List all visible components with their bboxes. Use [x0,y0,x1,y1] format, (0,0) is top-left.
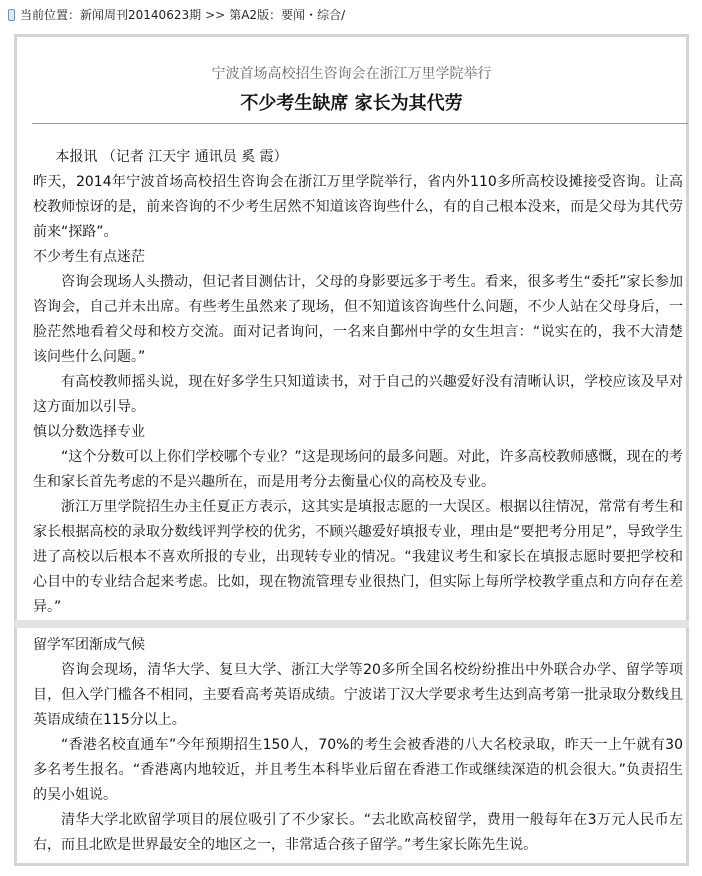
section-heading: 不少考生有点迷茫 [33,249,145,265]
section-heading: 慎以分数选择专业 [33,424,145,440]
breadcrumb [0,0,702,30]
breadcrumb-page-link[interactable]: 第A2版：要闻・综合/ [229,8,346,22]
breadcrumb-publication-link[interactable]: 新闻周刊20140623期 [80,8,202,22]
page-icon [8,9,15,21]
section-heading: 留学军团渐成气候 [33,637,145,653]
breadcrumb-text [20,0,345,30]
headline-rule [32,123,688,124]
breadcrumb-separator: >> [205,8,226,22]
article-headline: 不少考生缺席 家长为其代劳 [240,93,463,114]
article-subtitle: 宁波首场高校招生咨询会在浙江万里学院举行 [211,66,492,82]
paragraph: 浙江万里学院招生办主任夏正方表示，这其实是填报志愿的一大误区。根据以往情况，常常有考生和家长根据高校的录取分数线评判学校的优劣，不顾兴趣爱好填报专业，理由是“要把考分用足”，导致学生进了高校以后根本不喜欢所报的专业，出现转专业的情况。“我建议考生和家长在填报志愿时要把学校和心目中的专业结合起来考虑。比如，现在物流管理专业很热门，但实际上每所学校教学重点和方向存在差异。” [33,499,683,615]
paragraph: “香港名校直通车”今年预期招生150人，70%的考生会被香港的八大名校录取，昨天一上午就有30多名考生报名。“香港离内地较近，并且考生本科毕业后留在香港工作或继续深造的机会很大。”负责招生的吴小姐说。 [33,737,683,803]
paragraph-lead: 昨天，2014年宁波首场高校招生咨询会在浙江万里学院举行，省内外110多所高校设摊接受咨询。让高校教师惊讶的是，前来咨询的不少考生居然不知道该咨询些什么，有的自己根本没来，而是父母为其代劳前来“探路”。 [33,174,683,240]
paragraph: “这个分数可以上你们学校哪个专业？”这是现场问的最多问题。对此，许多高校教师感慨，现在的考生和家长首先考虑的不是兴趣所在，而是用考分去衡量心仪的高校及专业。 [33,449,683,490]
section-divider [14,620,689,628]
paragraph: 清华大学北欧留学项目的展位吸引了不少家长。“去北欧高校留学，费用一般每年在3万元人民币左右，而且北欧是世界最安全的地区之一，非常适合孩子留学。”考生家长陈先生说。 [33,812,683,853]
article-body-continued [33,633,683,858]
paragraph: 咨询会现场，清华大学、复旦大学、浙江大学等20多所全国名校纷纷推出中外联合办学、留学等项目，但入学门槛各不相同，主要看高考英语成绩。宁波诺丁汉大学要求考生达到高考第一批录取分数线且英语成绩在115分以上。 [33,662,683,728]
paragraph: 咨询会现场人头攒动，但记者目测估计，父母的身影要远多于考生。看来，很多考生“委托”家长参加咨询会，自己并未出席。有些考生虽然来了现场，但不知道该咨询些什么问题，不少人站在父母身后，一脸茫然地看着父母和校方交流。面对记者询问，一名来自鄞州中学的女生坦言：“说实在的，我不大清楚该问些什么问题。” [33,274,683,365]
article-byline: 本报讯 （记者 江天宇 通讯员 奚 霞） [55,149,288,165]
article-body [33,145,683,620]
paragraph: 有高校教师摇头说，现在好多学生只知道读书，对于自己的兴趣爱好没有清晰认识，学校应该及早对这方面加以引导。 [33,374,683,415]
breadcrumb-prefix: 当前位置： [20,8,81,22]
